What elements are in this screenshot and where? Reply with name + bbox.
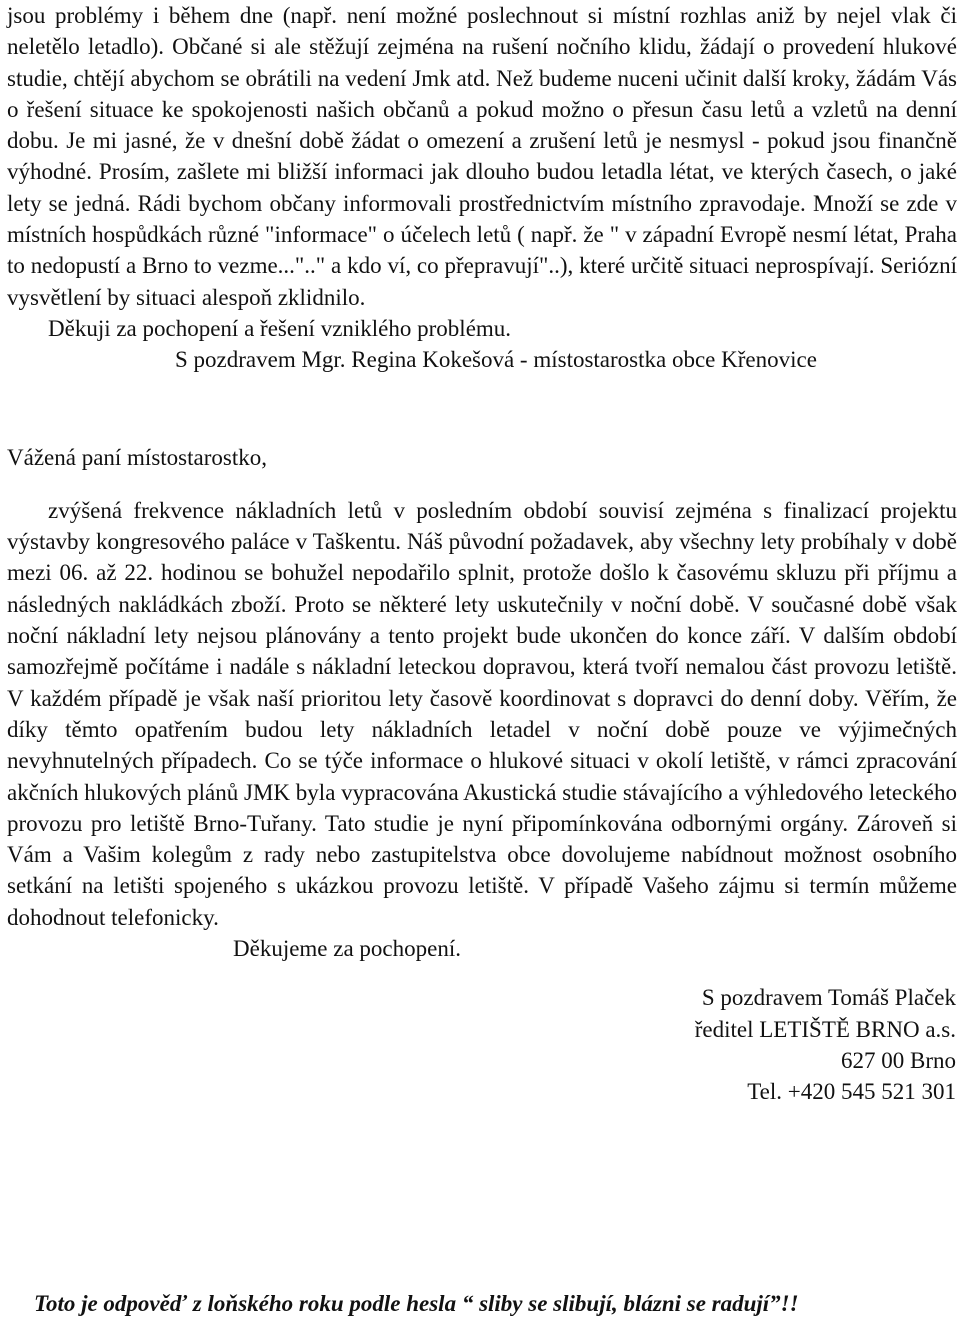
letter2-thanks: Děkujeme za pochopení. xyxy=(233,936,461,962)
letter1-thanks: Děkuji za pochopení a řešení vzniklého problému. xyxy=(48,315,512,341)
footer-note: Toto je odpověď z loňského roku podle hesla “ sliby se slibují, blázni se radují”!! xyxy=(34,1291,799,1316)
signature-phone: Tel. +420 545 521 301 xyxy=(747,1079,956,1105)
letter2-greeting: Vážená paní místostarostko, xyxy=(7,444,267,470)
letter1-signature: S pozdravem Mgr. Regina Kokešová - místostarostka obce Křenovice xyxy=(175,347,817,373)
signature-address: 627 00 Brno xyxy=(841,1047,956,1073)
document-page xyxy=(7,0,957,1108)
signature-name: S pozdravem Tomáš Plaček xyxy=(701,985,956,1011)
section-gap xyxy=(7,376,957,442)
letter1-body: jsou problémy i během dne (např. není možné poslechnout si místní rozhlas aniž by nejel vlak či neletělo letadlo). Občané si ale stěžují zejména na rušení nočního klidu, žádají o provedení hlukové studie, chtějí abychom se obrátili na vedení Jmk atd. Než budeme nuceni učinit další kroky, žádám Vás o řešení situace ke spokojenosti našich občanů a pokud možno o přesun času letů a vzletů na denní dobu. Je mi jasné, že v dnešní době žádat o omezení a zrušení letů je nesmysl - pokud jsou finančně výhodné. Prosím, zašlete mi bližší informaci jak dlouho budou letadla létat, ve kterých časech, o jaké lety se jedná. Rádi bychom občany informovali prostřednictvím místního zpravodaje. Množí se zde v místních hospůdkách různé "informace" o účelech letů ( např. že " v západní Evropě nesmí létat, Praha to nedopustí a Brno to vezme...".." a kdo ví, co přepravují"..), které určitě situaci neprospívají. Seriózní vysvětlení by situaci alespoň zklidnilo. xyxy=(7,3,957,310)
paragraph-gap xyxy=(7,473,957,495)
signature-title: ředitel LETIŠTĚ BRNO a.s. xyxy=(694,1016,956,1042)
letter2-body: zvýšená frekvence nákladních letů v posledním období souvisí zejména s finalizací projektu výstavby kongresového paláce v Taškentu. Náš původní požadavek, aby všechny lety probíhaly v době mezi 06. až 22. hodinou se bohužel nepodařilo splnit, protože došlo k časovému skluzu při příjmu a následných nakládkách zboží. Proto se některé lety uskutečnily v noční době. V současné době však noční nákladní lety nejsou plánovány a tento projekt bude ukončen do konce září. V dalším období samozřejmě počítáme i nadále s nákladní leteckou dopravou, která tvoří nemalou část provozu letiště. V každém případě je však naší prioritou lety časově koordinovat s dopravci do denní doby. Věřím, že díky těmto opatřením budou lety nákladních letadel v noční době pouze ve výjimečných nevyhnutelných případech. Co se týče informace o hlukové situaci v okolí letiště, v rámci zpracování akčních hlukových plánů JMK byla vypracována Akustická studie stávajícího a výhledového leteckého provozu pro letiště Brno-Tuřany. Tato studie je nyní připomínkována odbornými orgány. Zároveň si Vám a Vašim kolegům z rady nebo zastupitelstva obce dovolujeme nabídnout možnost osobního setkání na letišti spojeného s ukázkou provozu letiště. V případě Vašeho zájmu si termín můžeme dohodnout telefonicky. xyxy=(7,497,957,930)
letter2-signature-block xyxy=(7,982,957,1107)
